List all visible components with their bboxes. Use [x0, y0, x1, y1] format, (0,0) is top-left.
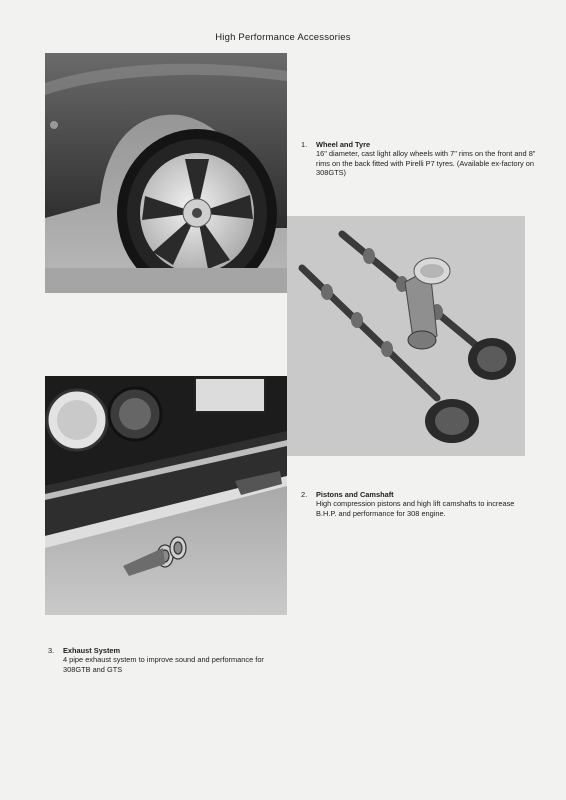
caption-number: 1.: [301, 140, 308, 149]
caption-heading: Exhaust System: [63, 646, 121, 655]
wheel-and-tyre-photo: [45, 53, 287, 293]
caption-text: High compression pistons and high lift camshafts to increase B.H.P. and performance for 308 engine.: [316, 499, 515, 518]
page-title: High Performance Accessories: [215, 32, 351, 43]
pistons-and-camshaft-photo: [287, 216, 525, 456]
caption-heading: Wheel and Tyre: [316, 140, 371, 149]
exhaust-system-photo: [45, 376, 287, 615]
caption-text: 4 pipe exhaust system to improve sound and performance for 308GTB and GTS: [63, 655, 264, 674]
caption-number: 3.: [48, 646, 55, 655]
caption-heading: Pistons and Camshaft: [316, 490, 394, 499]
caption-number: 2.: [301, 490, 308, 499]
caption-text: 16" diameter, cast light alloy wheels with 7" rims on the front and 8" rims on the back fitted with Pirelli P7 tyres. (Available ex-factory on 308GTS): [316, 149, 536, 178]
